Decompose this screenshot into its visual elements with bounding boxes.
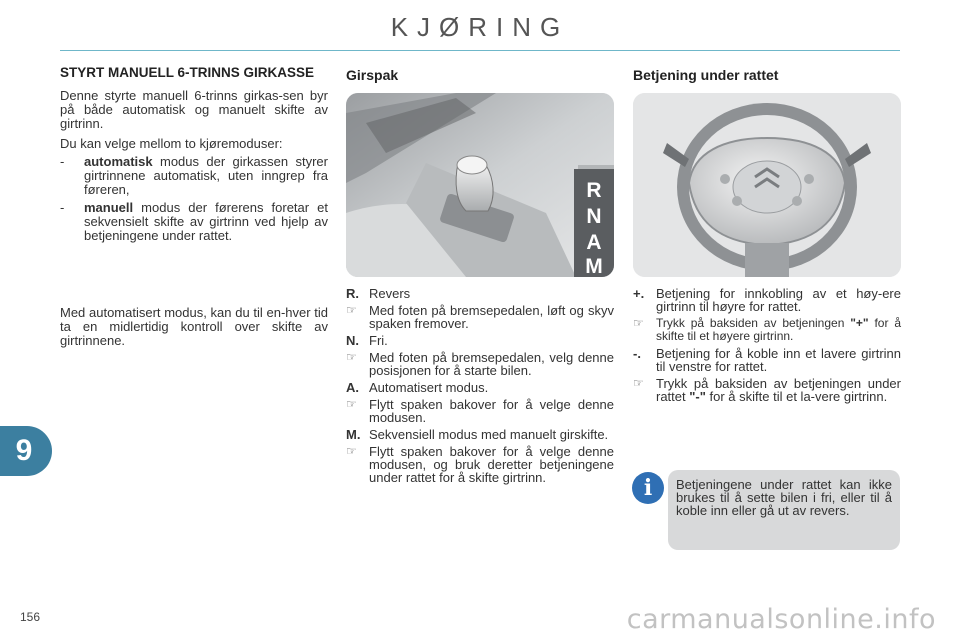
mode-item-manual bbox=[60, 201, 328, 243]
info-note: Betjeningene under rattet kan ikke brukes til å sette bilen i fri, eller til å koble inn eller gå ut av revers. bbox=[668, 470, 900, 550]
list-item bbox=[346, 304, 614, 330]
item-key: N. bbox=[346, 333, 359, 348]
item-text-part: Betjening for innkobling av et høy-ere girtrinn til høyre for rattet. bbox=[656, 286, 901, 314]
item-text-part: for å skifte til et høyere girtrinn. bbox=[656, 316, 901, 343]
list-dash: - bbox=[60, 200, 65, 215]
mode-term: automatisk bbox=[84, 154, 153, 169]
mode-item-automatic bbox=[60, 155, 328, 197]
item-key: R. bbox=[346, 286, 359, 301]
hand-pointer-icon: ☞ bbox=[346, 350, 357, 364]
item-key: -. bbox=[633, 346, 641, 361]
steering-wheel-drawing bbox=[633, 93, 901, 277]
list-item bbox=[346, 381, 614, 394]
hand-pointer-icon: ☞ bbox=[346, 303, 357, 317]
gear-lever-illustration bbox=[346, 93, 614, 277]
hand-pointer-icon: ☞ bbox=[633, 316, 644, 330]
mode-description bbox=[84, 201, 328, 243]
item-key: M. bbox=[346, 427, 361, 442]
automatic-mode-note: Med automatisert modus, kan du til en-hver tid ta en midlertidig kontroll over skifte av girtrinnene. bbox=[60, 305, 328, 348]
list-item bbox=[633, 287, 901, 313]
left-column bbox=[60, 65, 328, 348]
list-dash: - bbox=[60, 154, 65, 169]
list-item bbox=[346, 287, 614, 300]
info-icon: i bbox=[632, 472, 664, 504]
list-item bbox=[346, 445, 614, 484]
steering-wheel-illustration bbox=[633, 93, 901, 277]
item-text: Sekvensiell modus med manuelt girskifte. bbox=[369, 427, 609, 442]
item-text: Med foten på bremsepedalen, løft og skyv spaken fremover. bbox=[369, 303, 614, 331]
hand-pointer-icon: ☞ bbox=[346, 397, 357, 411]
gear-letter-a: A bbox=[586, 231, 602, 254]
item-text-part: Trykk på baksiden av betjeningen under rattet bbox=[656, 376, 901, 404]
gear-letter-m: M bbox=[585, 255, 603, 277]
item-text: Automatisert modus. bbox=[369, 380, 489, 395]
mode-term: manuell bbox=[84, 200, 134, 215]
item-key: +. bbox=[633, 286, 645, 301]
list-item bbox=[633, 377, 901, 403]
item-text bbox=[656, 317, 901, 343]
list-item bbox=[346, 398, 614, 424]
gear-letter-r: R bbox=[586, 179, 602, 202]
list-item bbox=[633, 347, 901, 373]
item-text bbox=[656, 347, 901, 373]
item-text: Flytt spaken bakover for å velge denne modusen. bbox=[369, 397, 614, 425]
mode-text: modus der girkassen styrer girtrinnene automatisk, uten inngrep fra føreren, bbox=[84, 154, 328, 197]
section-heading: STYRT MANUELL 6-TRINNS GIRKASSE bbox=[60, 65, 315, 80]
watermark: carmanualsonline.info bbox=[626, 604, 936, 635]
mode-text: modus der førerens foretar et sekvensielt skifte av girtrinn ved hjelp av betjeningene under rattet. bbox=[84, 200, 328, 243]
list-item bbox=[346, 428, 614, 441]
list-item bbox=[633, 317, 901, 343]
hand-pointer-icon: ☞ bbox=[346, 444, 357, 458]
betjening-title: Betjening under rattet bbox=[633, 67, 779, 83]
chapter-tab: 9 bbox=[0, 426, 52, 476]
gear-letter-n: N bbox=[586, 205, 602, 228]
item-text: Med foten på bremsepedalen, velg denne posisjonen for å starte bilen. bbox=[369, 350, 614, 378]
page-number: 156 bbox=[20, 610, 41, 624]
modes-intro: Du kan velge mellom to kjøremoduser: bbox=[60, 136, 283, 151]
intro-paragraph: Denne styrte manuell 6-trinns girkas-sen byr på både automatisk og manuelt skifte av girtrinn. bbox=[60, 88, 328, 131]
item-text-part: for å skifte til et la-vere girtrinn. bbox=[705, 389, 888, 404]
item-text-part: Betjening for å koble inn et lavere girtrinn til venstre for rattet. bbox=[656, 346, 901, 374]
item-text-bold: "-" bbox=[689, 389, 706, 404]
mode-description bbox=[84, 155, 328, 197]
page-title: KJØRING bbox=[390, 12, 570, 42]
girspak-list bbox=[346, 287, 614, 488]
item-text: Fri. bbox=[369, 333, 388, 348]
betjening-list bbox=[633, 287, 901, 407]
item-text: Revers bbox=[369, 286, 411, 301]
item-text-bold: "+" bbox=[850, 316, 869, 330]
hand-pointer-icon: ☞ bbox=[633, 376, 644, 390]
gear-lever-drawing bbox=[346, 93, 614, 277]
girspak-title: Girspak bbox=[346, 67, 399, 83]
list-item bbox=[346, 351, 614, 377]
item-text-part: Trykk på baksiden av betjeningen bbox=[656, 316, 851, 330]
item-text bbox=[656, 287, 901, 313]
item-text: Flytt spaken bakover for å velge denne modusen, og bruk deretter betjeningene under rattet for å skifte girtrinn. bbox=[369, 444, 614, 485]
list-item bbox=[346, 334, 614, 347]
item-key: A. bbox=[346, 380, 359, 395]
header-divider bbox=[60, 50, 900, 51]
item-text bbox=[656, 377, 901, 403]
